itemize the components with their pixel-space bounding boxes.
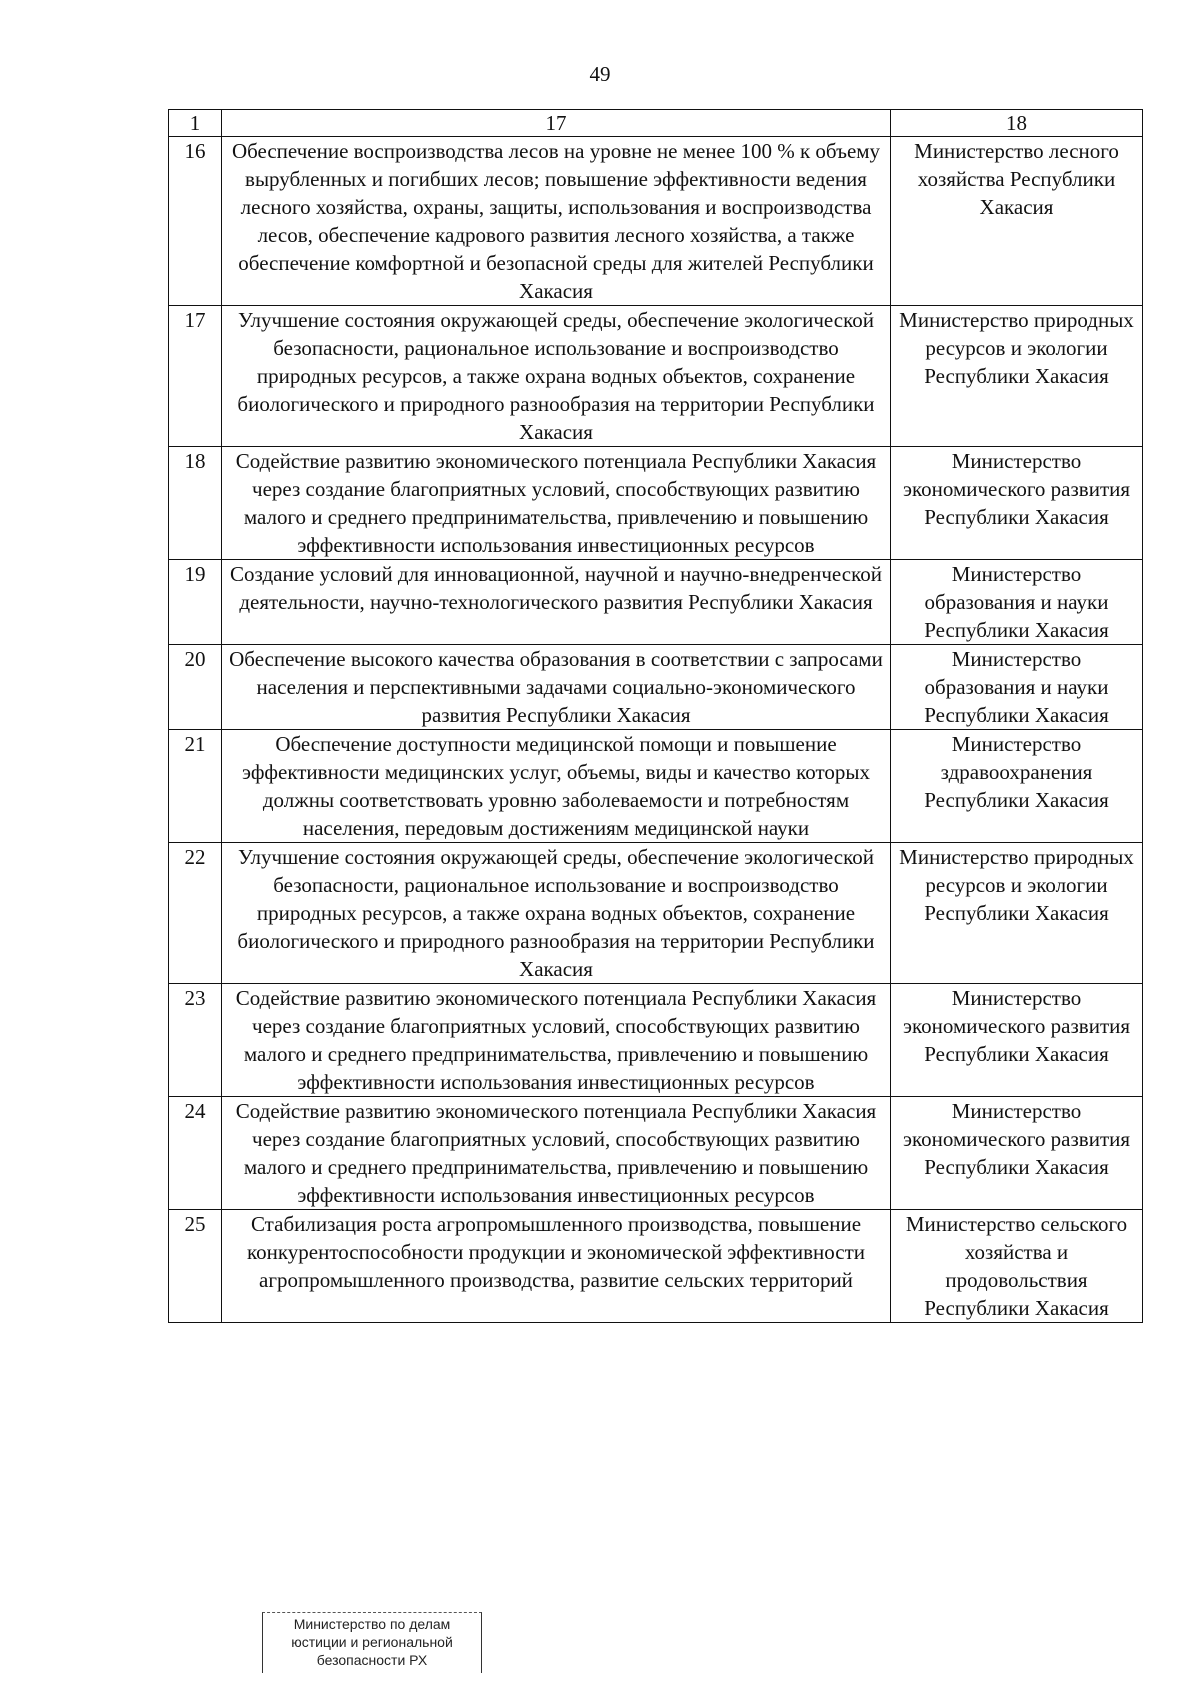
row-ministry: Министерство экономического развития Республики Хакасия <box>891 447 1143 560</box>
row-ministry: Министерство лесного хозяйства Республики Хакасия <box>891 137 1143 306</box>
header-cell-1: 1 <box>169 110 222 137</box>
row-goal: Обеспечение воспроизводства лесов на уровне не менее 100 % к объему вырубленных и погибших лесов; повышение эффективности ведения лесного хозяйства, охраны, защиты, использования и воспроизводства лесов, обеспечение кадрового развития лесного хозяйства, а также обеспечение комфортной и безопасной среды для жителей Республики Хакасия <box>222 137 891 306</box>
row-ministry: Министерство экономического развития Республики Хакасия <box>891 1097 1143 1210</box>
row-number: 21 <box>169 730 222 843</box>
header-cell-18: 18 <box>891 110 1143 137</box>
row-goal: Содействие развитию экономического потенциала Республики Хакасия через создание благоприятных условий, способствующих развитию малого и среднего предпринимательства, привлечению и повышению эффективности использования инвестиционных ресурсов <box>222 1097 891 1210</box>
stamp-line-1: Министерство по делам <box>293 1616 451 1632</box>
row-ministry: Министерство образования и науки Республики Хакасия <box>891 645 1143 730</box>
row-goal: Создание условий для инновационной, научной и научно-внедренческой деятельности, научно-технологического развития Республики Хакасия <box>222 560 891 645</box>
table-row <box>169 645 1143 730</box>
row-number: 20 <box>169 645 222 730</box>
table-row <box>169 984 1143 1097</box>
row-number: 18 <box>169 447 222 560</box>
row-ministry: Министерство природных ресурсов и экологии Республики Хакасия <box>891 306 1143 447</box>
table-row <box>169 137 1143 306</box>
row-ministry: Министерство природных ресурсов и экологии Республики Хакасия <box>891 843 1143 984</box>
table-row <box>169 1097 1143 1210</box>
table-row <box>169 306 1143 447</box>
row-goal: Стабилизация роста агропромышленного производства, повышение конкурентоспособности продукции и экономической эффективности агропромышленного производства, развитие сельских территорий <box>222 1210 891 1323</box>
row-ministry: Министерство здравоохранения Республики Хакасия <box>891 730 1143 843</box>
row-ministry: Министерство сельского хозяйства и продовольствия Республики Хакасия <box>891 1210 1143 1323</box>
row-goal: Обеспечение высокого качества образования в соответствии с запросами населения и перспективными задачами социально-экономического развития Республики Хакасия <box>222 645 891 730</box>
row-number: 16 <box>169 137 222 306</box>
table-row <box>169 447 1143 560</box>
table-row <box>169 1210 1143 1323</box>
table-row <box>169 730 1143 843</box>
row-ministry: Министерство образования и науки Республики Хакасия <box>891 560 1143 645</box>
row-number: 24 <box>169 1097 222 1210</box>
row-goal: Содействие развитию экономического потенциала Республики Хакасия через создание благоприятных условий, способствующих развитию малого и среднего предпринимательства, привлечению и повышению эффективности использования инвестиционных ресурсов <box>222 984 891 1097</box>
row-number: 17 <box>169 306 222 447</box>
row-goal: Обеспечение доступности медицинской помощи и повышение эффективности медицинских услуг, объемы, виды и качество которых должны соответствовать уровню заболеваемости и потребностям населения, передовым достижениям медицинской науки <box>222 730 891 843</box>
row-number: 25 <box>169 1210 222 1323</box>
row-ministry: Министерство экономического развития Республики Хакасия <box>891 984 1143 1097</box>
table-header-row <box>169 110 1143 137</box>
row-number: 23 <box>169 984 222 1097</box>
row-goal: Улучшение состояния окружающей среды, обеспечение экологической безопасности, рациональное использование и воспроизводство природных ресурсов, а также охрана водных объектов, сохранение биологического и природного разнообразия на территории Республики Хакасия <box>222 843 891 984</box>
main-table <box>168 109 1143 1323</box>
page-number: 49 <box>589 62 611 86</box>
stamp-line-3: безопасности РХ <box>316 1652 428 1668</box>
stamp-line-2: юстиции и региональной <box>291 1634 453 1650</box>
table-row <box>169 560 1143 645</box>
table-row <box>169 843 1143 984</box>
row-number: 19 <box>169 560 222 645</box>
row-number: 22 <box>169 843 222 984</box>
registration-stamp <box>262 1612 482 1673</box>
row-goal: Содействие развитию экономического потенциала Республики Хакасия через создание благоприятных условий, способствующих развитию малого и среднего предпринимательства, привлечению и повышению эффективности использования инвестиционных ресурсов <box>222 447 891 560</box>
row-goal: Улучшение состояния окружающей среды, обеспечение экологической безопасности, рациональное использование и воспроизводство природных ресурсов, а также охрана водных объектов, сохранение биологического и природного разнообразия на территории Республики Хакасия <box>222 306 891 447</box>
header-cell-17: 17 <box>222 110 891 137</box>
